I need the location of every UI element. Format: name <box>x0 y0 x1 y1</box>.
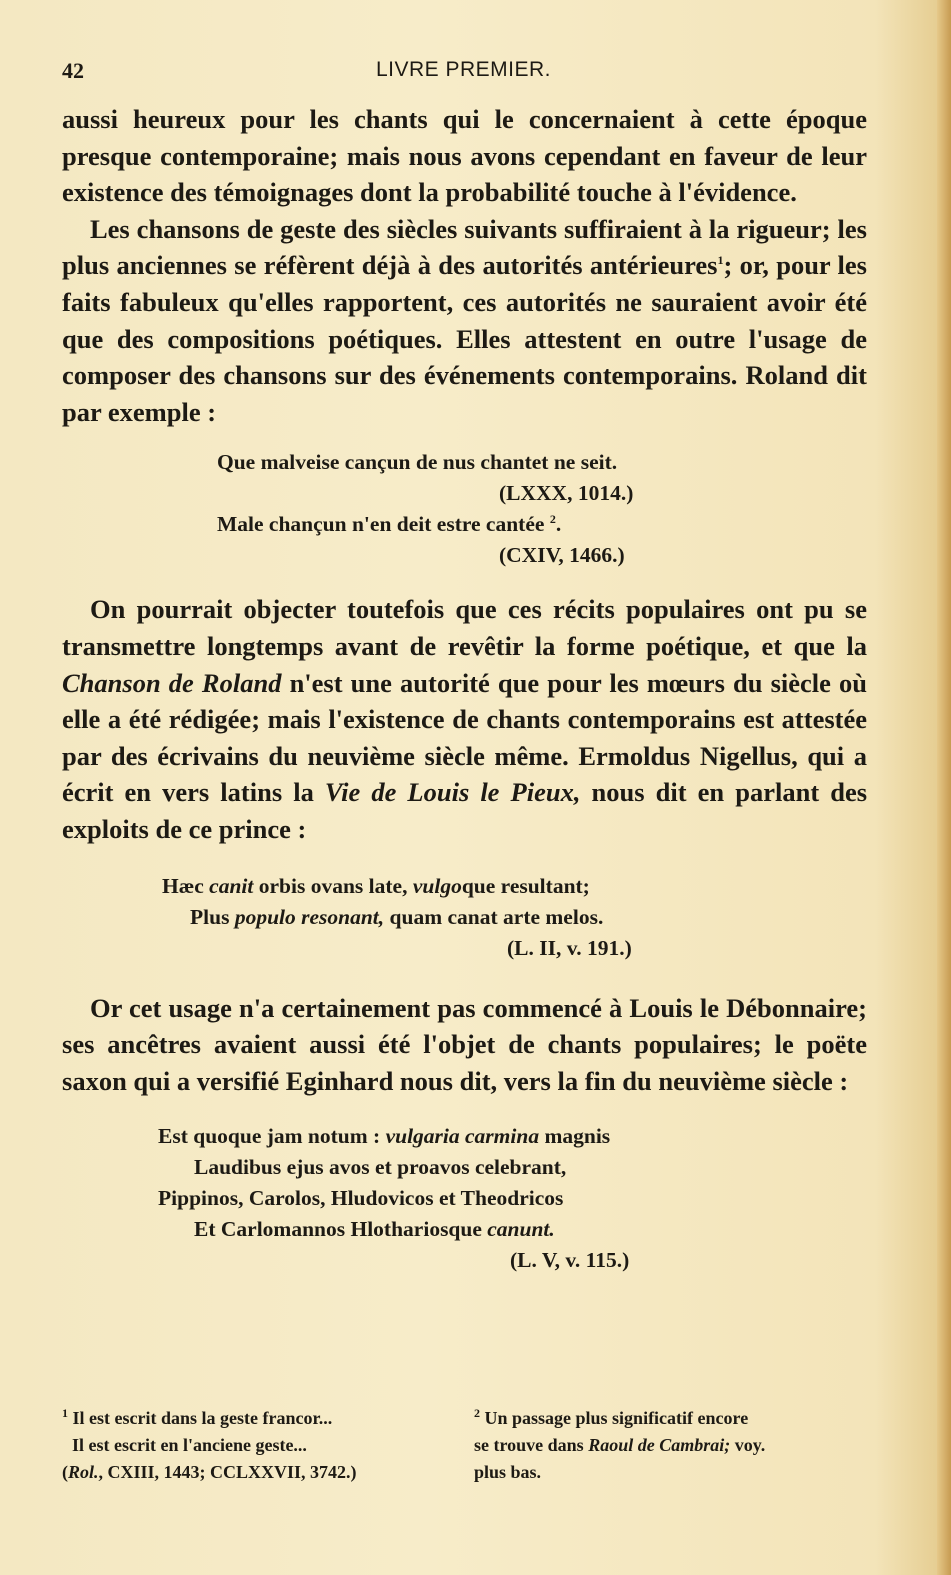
body-text <box>62 101 867 1276</box>
verse-text: Et Carlomannos Hlothariosque <box>194 1217 482 1242</box>
verse-italic: canit <box>209 873 254 898</box>
work-title: Vie de Louis le Pieux, <box>324 777 581 808</box>
footnote-text: se trouve dans <box>474 1435 584 1455</box>
footnotes <box>62 1405 870 1485</box>
verse-quote-roland <box>217 447 717 571</box>
verse-italic: populo resonant, <box>234 904 385 929</box>
verse-text: orbis ovans late, <box>258 873 408 898</box>
work-title: Chanson de Roland <box>62 667 282 698</box>
footnote-line <box>62 1405 462 1432</box>
verse-line <box>162 902 762 933</box>
verse-quote-saxon-poet <box>158 1121 778 1276</box>
paragraph-3 <box>62 591 867 847</box>
verse-reference: (LXXX, 1014.) <box>499 481 634 506</box>
verse-text: quam canat arte melos. <box>389 904 604 929</box>
paragraph-3-text-c: nous dit en parlant des exploits de ce prince : <box>62 777 868 844</box>
footnote-line <box>474 1405 870 1432</box>
footnote-italic: Rol. <box>68 1462 99 1482</box>
page-number: 42 <box>62 58 84 83</box>
footnote-ref-2: 2 <box>549 512 556 527</box>
footnote-line: Il est escrit en l'anciene geste... <box>72 1435 307 1455</box>
verse-italic: vulgo <box>412 873 462 898</box>
verse-line: Laudibus ejus avos et proavos celebrant, <box>194 1155 567 1180</box>
verse-text: que resultant; <box>461 873 590 898</box>
footnote-text: Un passage plus significatif encore <box>484 1408 749 1428</box>
running-title: LIVRE PREMIER. <box>375 58 552 81</box>
verse-line-end: . <box>555 512 562 537</box>
verse-line <box>162 871 762 902</box>
footnote-italic: Raoul de Cambrai; <box>588 1435 731 1455</box>
footnote-text: ( <box>62 1462 68 1482</box>
footnote-line: plus bas. <box>474 1462 542 1482</box>
verse-line-text: Male chançun n'en deit estre cantée <box>217 512 545 537</box>
footnote-mark: 2 <box>474 1406 480 1420</box>
verse-text: magnis <box>544 1124 611 1149</box>
verse-reference: (L. II, v. 191.) <box>507 935 632 960</box>
verse-text: Plus <box>190 904 230 929</box>
footnote-line <box>474 1432 870 1459</box>
paragraph-3-text-b: n'est une autorité que pour les mœurs du siècle où elle a été rédigée; mais l'existence de chants contemporains est attestée par des écrivains du neuvième siècle même. Ermoldus Nigellus, qui a écrit en vers latins la <box>62 667 867 808</box>
footnote-mark: 1 <box>62 1406 68 1420</box>
footnote-ref-1: 1 <box>717 253 724 268</box>
verse-reference: (CXIV, 1466.) <box>499 543 625 568</box>
verse-italic: vulgaria carmina <box>385 1124 540 1149</box>
paragraph-3-text-a: On pourrait objecter toutefois que ces récits populaires ont pu se transmettre longtemps avant de revêtir la forme poétique, et que la <box>62 594 867 661</box>
page-edge <box>937 0 951 1575</box>
page-header <box>62 58 865 92</box>
verse-italic: canunt. <box>487 1217 555 1242</box>
footnote-2 <box>474 1405 870 1486</box>
paragraph-2-text-a: Les chansons de geste des siècles suivants suffiraient à la rigueur; les plus anciennes se réfèrent déjà à des autorités antérieures <box>62 213 867 281</box>
verse-line: Que malveise cançun de nus chantet ne seit. <box>217 450 618 475</box>
verse-line <box>158 1121 778 1152</box>
verse-quote-ermoldus <box>162 871 762 964</box>
footnote-text: voy. <box>734 1435 766 1455</box>
verse-line <box>158 1214 778 1245</box>
paragraph-4: Or cet usage n'a certainement pas commencé à Louis le Débonnaire; ses ancêtres avaient aussi été l'objet de chants populaires; le poëte saxon qui a versifié Eginhard nous dit, vers la fin du neuvième siècle : <box>62 992 867 1096</box>
verse-text: Est quoque jam notum : <box>158 1124 381 1149</box>
footnote-line <box>62 1459 462 1486</box>
paragraph-2-text-b: ; or, pour les faits fabuleux qu'elles rapportent, ces autorités ne sauraient avoir été que des compositions poétiques. Elles attestent en outre l'usage de composer des chansons sur des événements contemporains. Roland dit par exemple : <box>62 250 867 427</box>
footnote-text: Il est escrit dans la geste francor... <box>72 1408 333 1428</box>
verse-line: Pippinos, Carolos, Hludovicos et Theodricos <box>158 1186 564 1211</box>
verse-reference: (L. V, v. 115.) <box>510 1248 630 1273</box>
verse-text: Hæc <box>162 873 204 898</box>
footnote-text: , CXIII, 1443; CCLXXVII, 3742.) <box>98 1462 357 1482</box>
footnote-1 <box>62 1405 462 1486</box>
paragraph-1: aussi heureux pour les chants qui le concernaient à cette époque presque contemporaine; mais nous avons cependant en faveur de leur existence des témoignages dont la probabilité touche à l'évidence. <box>62 104 867 208</box>
paragraph-2 <box>62 211 867 431</box>
verse-line <box>217 509 717 540</box>
